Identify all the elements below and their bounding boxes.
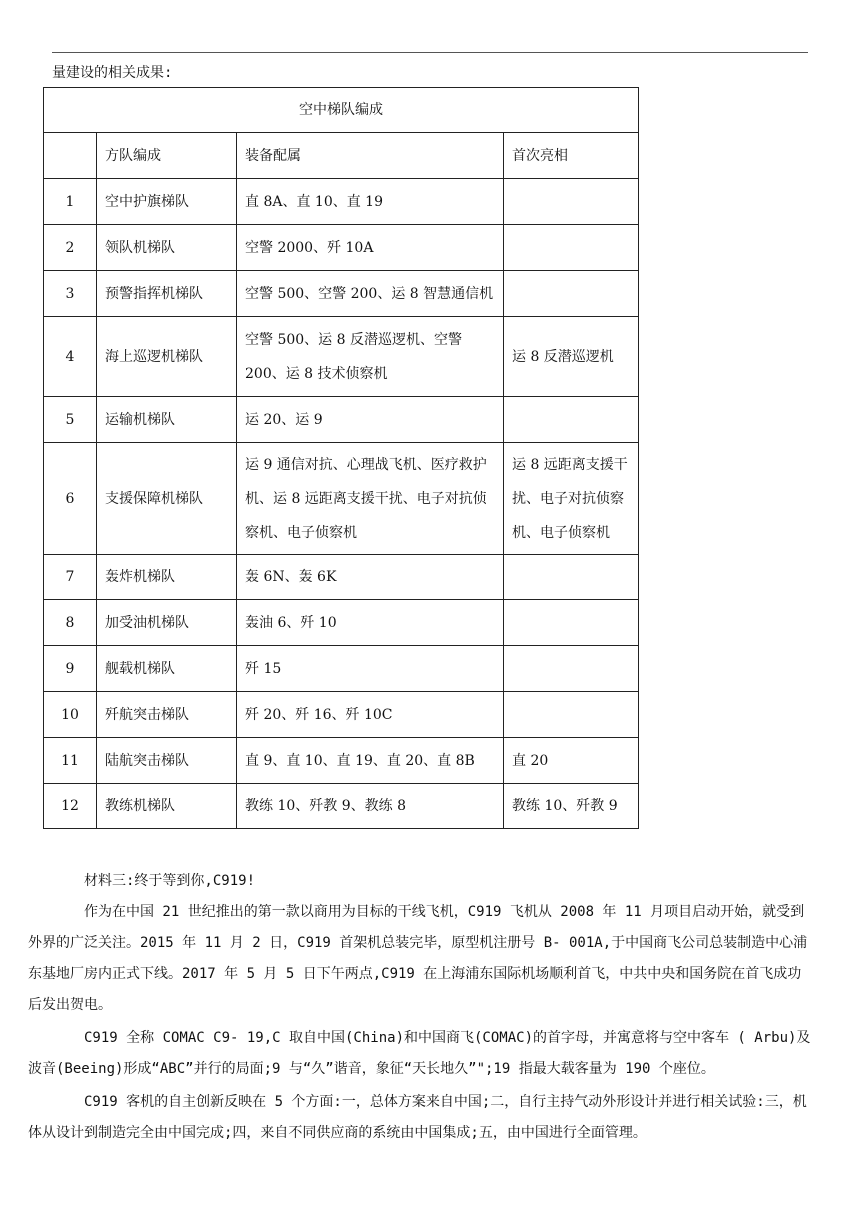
row-num: 3 (44, 271, 97, 317)
row-unit: 空中护旗梯队 (97, 179, 237, 225)
table-row (44, 646, 639, 692)
row-num: 4 (44, 317, 97, 397)
header-cell: 方队编成 (97, 133, 237, 179)
header-cell (44, 133, 97, 179)
row-unit: 教练机梯队 (97, 784, 237, 829)
row-num: 9 (44, 646, 97, 692)
table-row (44, 555, 639, 600)
row-num: 2 (44, 225, 97, 271)
row-equipment: 轰油 6、歼 10 (237, 600, 504, 646)
row-num: 11 (44, 738, 97, 784)
row-equipment: 空警 500、运 8 反潜巡逻机、空警 200、运 8 技术侦察机 (237, 317, 504, 397)
row-debut (504, 555, 639, 600)
row-debut (504, 179, 639, 225)
table-row (44, 317, 639, 397)
row-debut (504, 646, 639, 692)
row-unit: 舰载机梯队 (97, 646, 237, 692)
row-debut (504, 692, 639, 738)
material-heading: 材料三:终于等到你,C919! (84, 873, 256, 889)
row-debut (504, 600, 639, 646)
material-paragraph: C919 客机的自主创新反映在 5 个方面:一，总体方案来自中国;二，自行主持气动外形设计并进行相关试验:三，机体从设计到制造完全由中国完成;四，来自不同供应商的系统由中国集成;五，由中国进行全面管理。 (28, 1094, 807, 1141)
table-title-row (44, 88, 639, 133)
row-equipment: 运 9 通信对抗、心理战飞机、医疗救护机、运 8 远距离支援干扰、电子对抗侦察机、电子侦察机 (237, 443, 504, 555)
row-equipment: 歼 20、歼 16、歼 10C (237, 692, 504, 738)
top-rule (52, 52, 808, 53)
table-row (44, 225, 639, 271)
table-row (44, 397, 639, 443)
row-num: 6 (44, 443, 97, 555)
intro-text: 量建设的相关成果: (52, 65, 173, 81)
row-unit: 轰炸机梯队 (97, 555, 237, 600)
row-num: 12 (44, 784, 97, 829)
row-unit: 运输机梯队 (97, 397, 237, 443)
row-num: 8 (44, 600, 97, 646)
header-cell: 首次亮相 (504, 133, 639, 179)
row-unit: 支援保障机梯队 (97, 443, 237, 555)
row-debut: 运 8 远距离支援干扰、电子对抗侦察机、电子侦察机 (504, 443, 639, 555)
material-section (28, 866, 812, 1151)
row-unit: 海上巡逻机梯队 (97, 317, 237, 397)
formation-table (43, 87, 639, 829)
table-row (44, 692, 639, 738)
row-num: 1 (44, 179, 97, 225)
row-num: 5 (44, 397, 97, 443)
row-debut: 教练 10、歼教 9 (504, 784, 639, 829)
row-debut: 运 8 反潜巡逻机 (504, 317, 639, 397)
table-row (44, 784, 639, 829)
material-paragraph: 作为在中国 21 世纪推出的第一款以商用为目标的干线飞机，C919 飞机从 2008 年 11 月项目启动开始，就受到外界的广泛关注。2015 年 11 月 2 日，C919 首架机总装完毕，原型机注册号 B- 001A,于中国商飞公司总装制造中心浦东基地厂房内正式下线。2017 年 5 月 5 日下午两点,C919 在上海浦东国际机场顺利首飞，中共中央和国务院在首飞成功后发出贺电。 (28, 904, 808, 1013)
row-unit: 加受油机梯队 (97, 600, 237, 646)
row-num: 10 (44, 692, 97, 738)
row-equipment: 歼 15 (237, 646, 504, 692)
row-unit: 领队机梯队 (97, 225, 237, 271)
header-cell: 装备配属 (237, 133, 504, 179)
row-debut (504, 397, 639, 443)
table-row (44, 600, 639, 646)
row-debut (504, 271, 639, 317)
table-row (44, 271, 639, 317)
row-unit: 歼航突击梯队 (97, 692, 237, 738)
row-equipment: 空警 2000、歼 10A (237, 225, 504, 271)
material-paragraph: C919 全称 COMAC C9- 19,C 取自中国(China)和中国商飞(COMAC)的首字母，并寓意将与空中客车 ( Arbu)及波音(Beeing)形成“ABC”并行的局面;9 与“久”谐音，象征“天长地久”";19 指最大载客量为 190 个座位。 (28, 1030, 811, 1077)
table-row (44, 738, 639, 784)
row-debut: 直 20 (504, 738, 639, 784)
row-equipment: 直 9、直 10、直 19、直 20、直 8B (237, 738, 504, 784)
row-debut (504, 225, 639, 271)
row-num: 7 (44, 555, 97, 600)
table-row (44, 179, 639, 225)
row-equipment: 空警 500、空警 200、运 8 智慧通信机 (237, 271, 504, 317)
row-equipment: 运 20、运 9 (237, 397, 504, 443)
table-header-row (44, 133, 639, 179)
row-unit: 陆航突击梯队 (97, 738, 237, 784)
table-title: 空中梯队编成 (44, 88, 639, 133)
row-equipment: 轰 6N、轰 6K (237, 555, 504, 600)
row-equipment: 教练 10、歼教 9、教练 8 (237, 784, 504, 829)
row-unit: 预警指挥机梯队 (97, 271, 237, 317)
table-row (44, 443, 639, 555)
row-equipment: 直 8A、直 10、直 19 (237, 179, 504, 225)
